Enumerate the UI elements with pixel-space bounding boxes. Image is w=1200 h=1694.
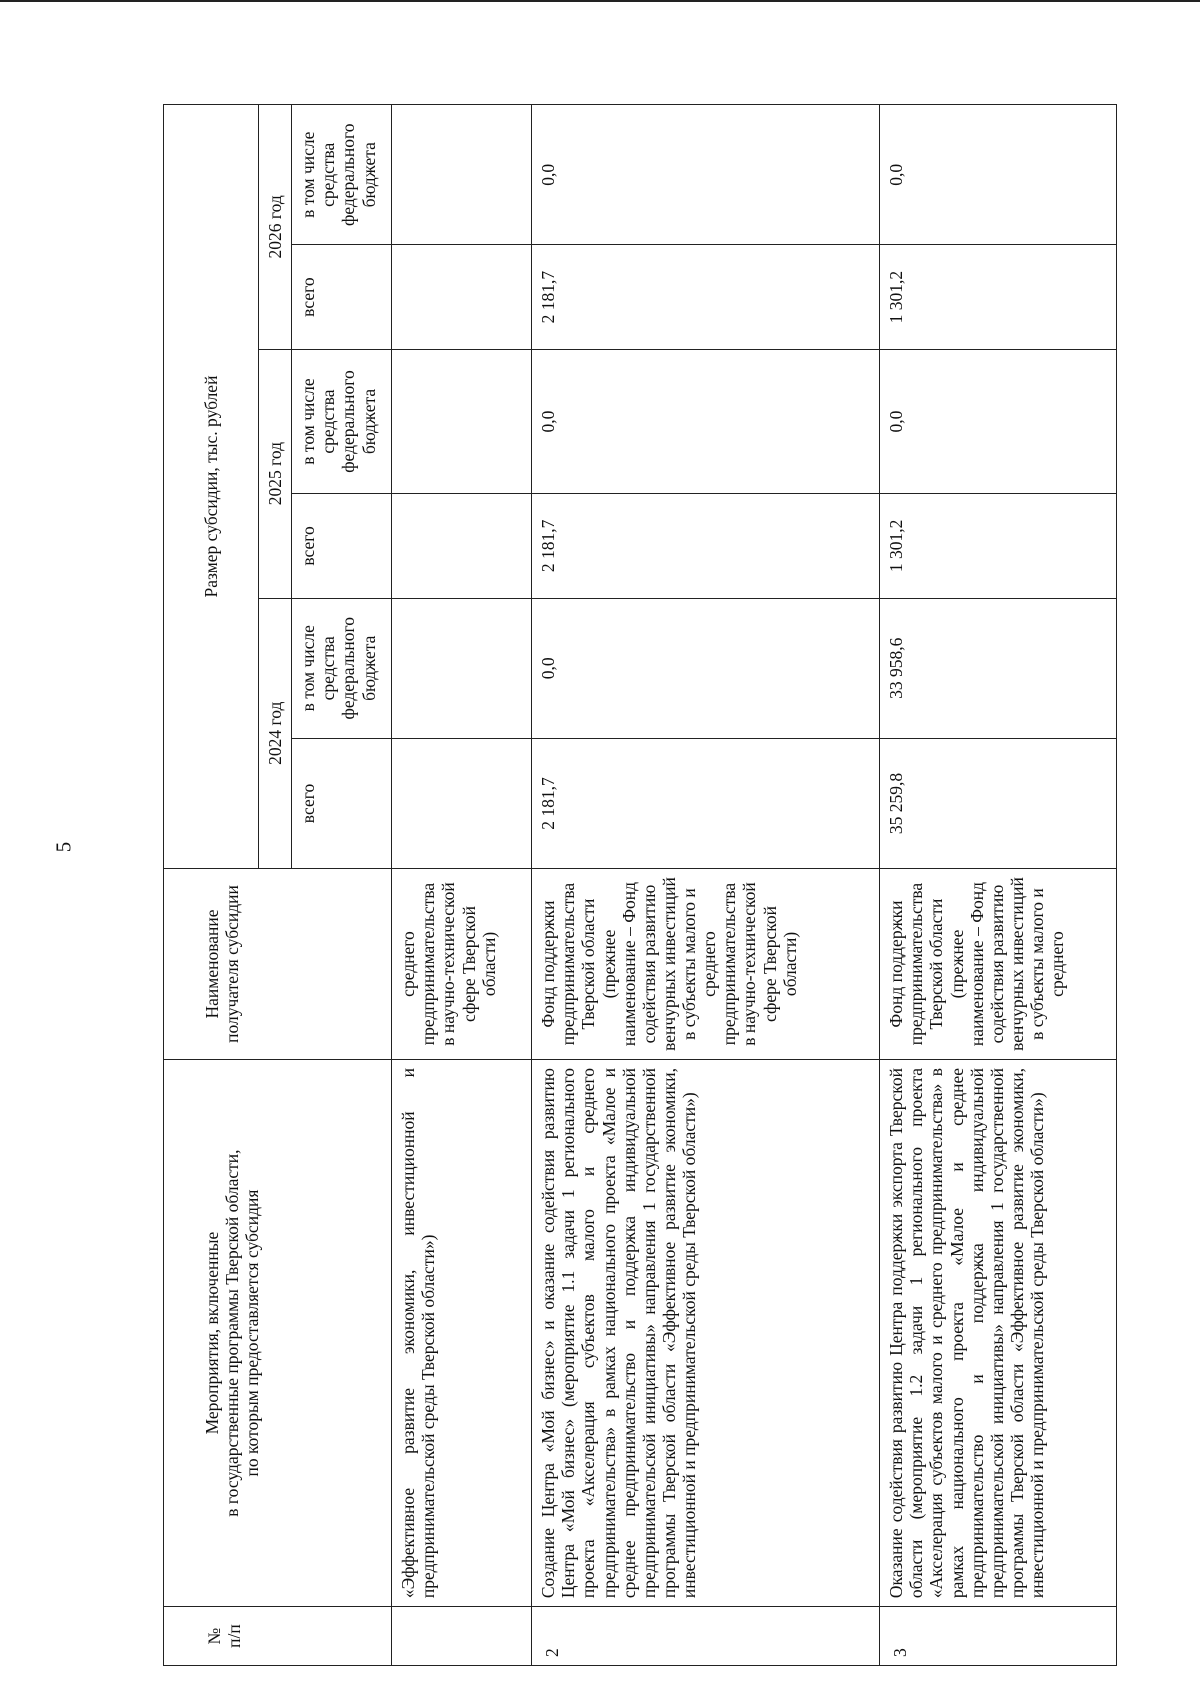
row-2024-total [392,738,532,868]
table-row [392,105,532,1666]
header-number: № п/п [164,1607,392,1666]
header-recipient-line2: получателя субсидии [222,885,243,1043]
subsidy-table [163,104,1117,1666]
row-2026-total [392,245,532,349]
row-2024-federal: 33 958,6 [880,598,1117,738]
header-2025-total: всего [292,494,392,598]
row-2024-total: 2 181,7 [532,738,880,868]
row-event: Оказание содействия развитию Центра поддержки экспорта Тверской области (мероприятие 1.2 задачи 1 регионального проекта «Акселерация субъектов малого и среднего предпринимательства» в рамках национального проекта «Малое и среднее предпринимательство и поддержка индивидуальной предпринимательской инициативы» направления 1 государственной программы Тверской области «Эффективное развитие экономики, инвестиционной и предпринимательской среды Тверской области») [880,1060,1117,1607]
row-2025-federal [392,349,532,494]
table-row [532,105,880,1666]
header-2025-federal: в том числе средства федерального бюджета [292,349,392,494]
header-2024-total: всего [292,738,392,868]
header-2024-federal: в том числе средства федерального бюджета [292,598,392,738]
row-2026-federal: 0,0 [532,105,880,245]
row-2026-federal [392,105,532,245]
top-rule [0,0,1200,2]
row-event: Создание Центра «Мой бизнес» и оказание содействия развитию Центра «Мой бизнес» (мероприятие 1.1 задачи 1 регионального проекта «Акселерация субъектов малого и среднего предпринимательства» в рамках национального проекта «Малое и среднее предпринимательство и поддержка индивидуальной предпринимательской инициативы» направления 1 государственной программы Тверской области «Эффективное развитие экономики, инвестиционной и предпринимательской среды Тверской области») [532,1060,880,1607]
header-recipient-line1: Наименование [202,909,222,1019]
header-events-line1: Мероприятия, включенные [202,1231,222,1435]
row-2026-federal: 0,0 [880,105,1117,245]
header-recipient [164,869,392,1060]
row-2024-federal: 0,0 [532,598,880,738]
row-2026-total: 2 181,7 [532,245,880,349]
header-events [164,1060,392,1607]
row-2024-federal [392,598,532,738]
row-2025-federal: 0,0 [880,349,1117,494]
row-number: 3 [880,1607,1117,1666]
header-2026-federal: в том числе средства федерального бюджета [292,105,392,245]
header-2026-total: всего [292,245,392,349]
row-2025-total: 1 301,2 [880,494,1117,598]
row-event: «Эффективное развитие экономики, инвестиционной и предпринимательской среды Тверской области») [392,1060,532,1607]
row-recipient: Фонд поддержки предпринимательства Тверской области (прежнее наименование – Фонд содействия развитию венчурных инвестиций в субъекты малого и среднего предпринимательства в научно-технической сфере Тверской области) [532,869,880,1060]
rotated-table-container [163,104,1115,1666]
header-events-line3: по которым предоставляется субсидия [242,1189,263,1477]
row-2025-total [392,494,532,598]
row-recipient: Фонд поддержки предпринимательства Тверской области (прежнее наименование – Фонд содействия развитию венчурных инвестиций в субъекты малого и среднего [880,869,1117,1060]
row-2024-total: 35 259,8 [880,738,1117,868]
row-2025-federal: 0,0 [532,349,880,494]
header-year-2024: 2024 год [259,598,292,868]
header-year-2026: 2026 год [259,105,292,350]
row-number [392,1607,532,1666]
row-2026-total: 1 301,2 [880,245,1117,349]
header-subsidy-size: Размер субсидии, тыс. рублей [164,105,259,869]
row-number: 2 [532,1607,880,1666]
header-year-2025: 2025 год [259,349,292,598]
row-2025-total: 2 181,7 [532,494,880,598]
row-recipient: среднего предпринимательства в научно-технической сфере Тверской области) [392,869,532,1060]
table-row [880,105,1117,1666]
page-number: 5 [51,841,76,853]
header-events-line2: в государственные программы Тверской области, [222,1149,243,1517]
